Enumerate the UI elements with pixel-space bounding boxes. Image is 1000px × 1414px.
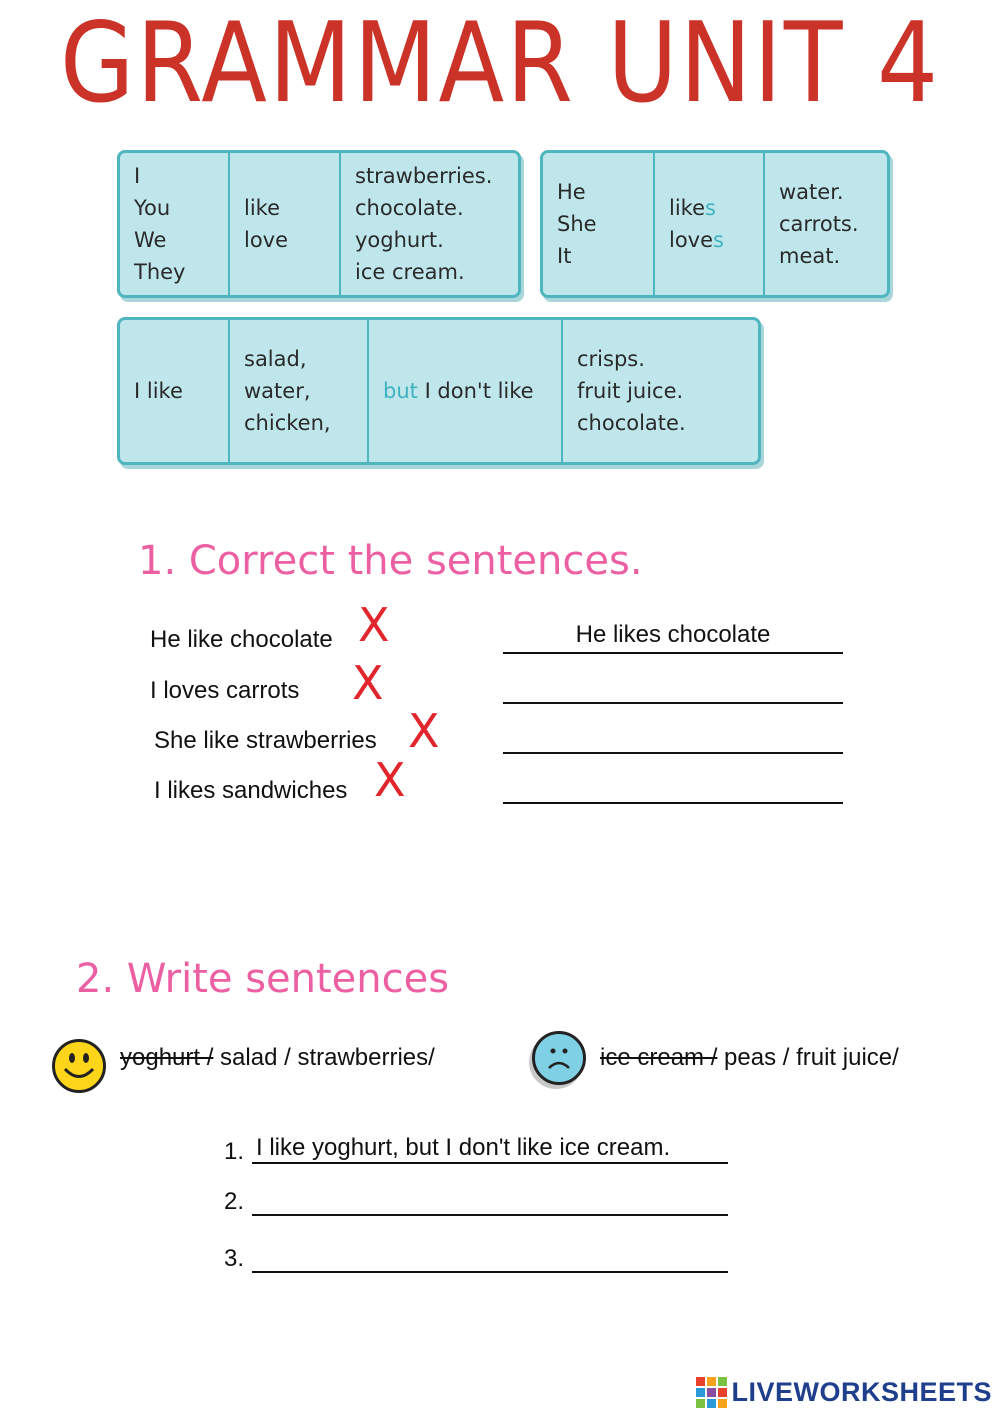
- subject: They: [134, 260, 186, 284]
- subjects-column: [120, 153, 230, 295]
- grammar-table-singular: [540, 150, 890, 298]
- disliked-item: crisps.: [577, 347, 645, 371]
- object: carrots.: [779, 212, 859, 236]
- item-number: 1.: [224, 1138, 245, 1165]
- answer-field[interactable]: [503, 670, 843, 704]
- disliked-item: fruit juice.: [577, 379, 684, 403]
- liveworksheets-branding: [696, 1377, 992, 1408]
- verbs-column: [655, 153, 765, 295]
- incorrect-sentence: I loves carrots: [150, 677, 300, 704]
- connector-but: but: [383, 379, 418, 403]
- liveworksheets-logo-icon: [696, 1377, 727, 1408]
- incorrect-sentence: She like strawberries: [154, 727, 377, 754]
- start-column: [120, 320, 230, 462]
- likes-column: [230, 320, 369, 462]
- connector-phrase: [383, 375, 547, 407]
- verb: [669, 224, 749, 256]
- like-prompt: [120, 1044, 435, 1072]
- grammar-table-plural: [117, 150, 521, 298]
- phrase-start: I like: [134, 379, 183, 403]
- verb-suffix: s: [705, 196, 716, 220]
- dislike-prompt: [600, 1044, 899, 1072]
- exercise1-heading: 1. Correct the sentences.: [138, 538, 643, 584]
- sentence-field[interactable]: I like yoghurt, but I don't like ice cream.: [252, 1134, 728, 1164]
- subject: She: [557, 212, 597, 236]
- crossed-word: yoghurt /: [120, 1044, 214, 1071]
- sentence-field[interactable]: [252, 1243, 728, 1273]
- verb-suffix: s: [713, 228, 724, 252]
- verb-stem: like: [669, 196, 706, 220]
- subject: You: [134, 196, 171, 220]
- subject: It: [557, 244, 572, 268]
- verb-stem: love: [669, 228, 714, 252]
- subject: He: [557, 180, 586, 204]
- incorrect-sentence: He like chocolate: [150, 626, 333, 653]
- answer-field[interactable]: He likes chocolate: [503, 620, 843, 654]
- sad-face-icon: [532, 1031, 586, 1085]
- dislikes-column: [563, 320, 758, 462]
- object: chocolate.: [355, 196, 464, 220]
- item-number: 3.: [224, 1245, 245, 1272]
- object: meat.: [779, 244, 841, 268]
- verbs-column: [230, 153, 341, 295]
- connector-rest: I don't like: [424, 379, 534, 403]
- answer-field[interactable]: [503, 770, 843, 804]
- grammar-table-but: [117, 317, 761, 465]
- wrong-mark-icon: X: [408, 704, 440, 758]
- brand-name: LIVEWORKSHEETS: [731, 1377, 992, 1407]
- exercise2-heading: 2. Write sentences: [76, 956, 450, 1002]
- objects-column: [765, 153, 887, 295]
- disliked-item: chocolate.: [577, 411, 686, 435]
- prompt-words: salad / strawberries/: [213, 1044, 435, 1071]
- sentence-field[interactable]: [252, 1186, 728, 1216]
- liked-item: salad,: [244, 347, 307, 371]
- page-title: GRAMMAR UNIT 4: [60, 0, 941, 128]
- object: water.: [779, 180, 844, 204]
- wrong-mark-icon: X: [352, 656, 384, 710]
- smiley-face-icon: [52, 1039, 106, 1093]
- answer-field[interactable]: [503, 720, 843, 754]
- verb: like: [244, 196, 281, 220]
- liked-item: chicken,: [244, 411, 331, 435]
- verb: [669, 192, 749, 224]
- subject: I: [134, 164, 141, 188]
- crossed-word: ice cream /: [600, 1044, 718, 1071]
- incorrect-sentence: I likes sandwiches: [154, 777, 348, 804]
- object: strawberries.: [355, 164, 493, 188]
- wrong-mark-icon: X: [374, 753, 406, 807]
- wrong-mark-icon: X: [358, 598, 390, 652]
- liked-item: water,: [244, 379, 311, 403]
- object: yoghurt.: [355, 228, 444, 252]
- verb: love: [244, 228, 289, 252]
- subjects-column: [543, 153, 655, 295]
- objects-column: [341, 153, 518, 295]
- prompt-words: peas / fruit juice/: [717, 1044, 899, 1071]
- object: ice cream.: [355, 260, 465, 284]
- subject: We: [134, 228, 167, 252]
- item-number: 2.: [224, 1188, 245, 1215]
- connector-column: [369, 320, 563, 462]
